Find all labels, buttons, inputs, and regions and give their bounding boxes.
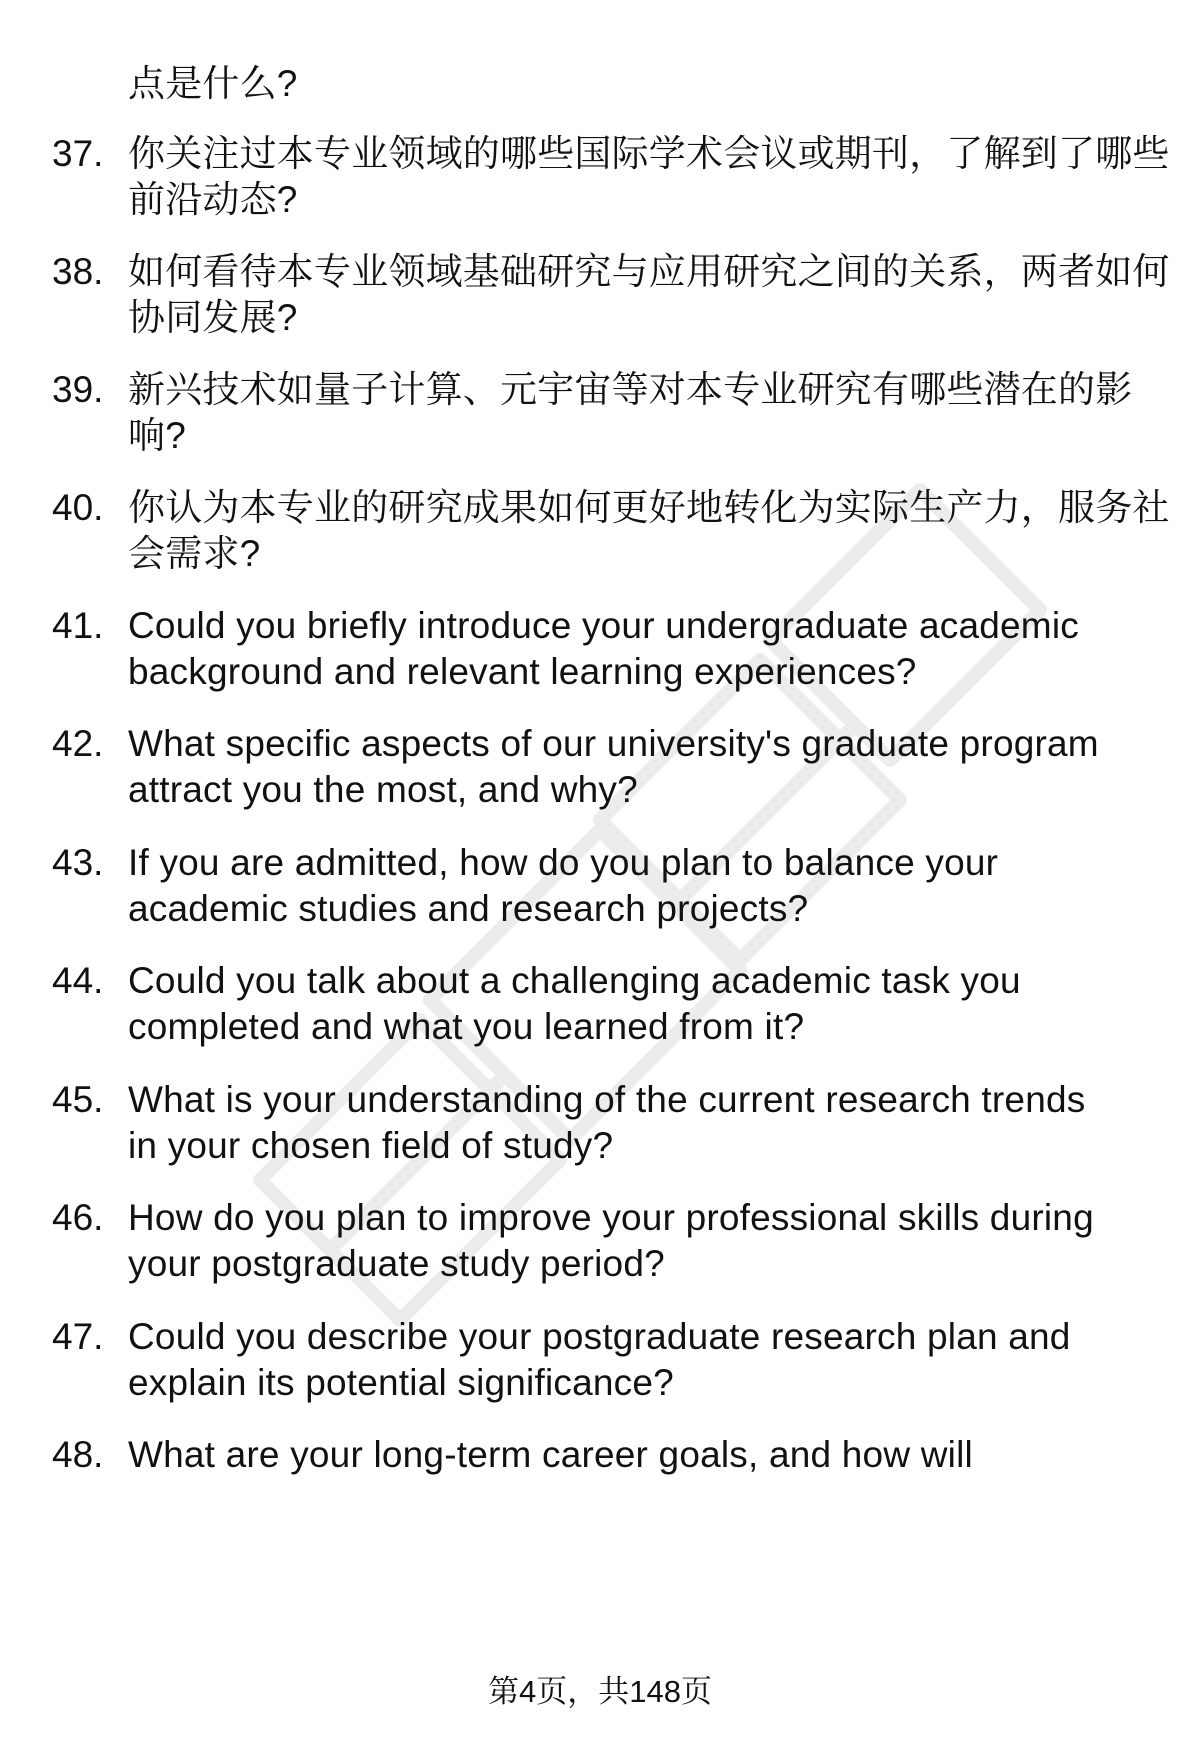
- question-number: 44.: [52, 960, 104, 1001]
- question-text-line: 你认为本专业的研究成果如何更好地转化为实际生产力，服务社: [128, 487, 1170, 528]
- question-text-line: background and relevant learning experiences?: [128, 651, 917, 692]
- question-number: 43.: [52, 842, 104, 883]
- question-text-line: 如何看待本专业领域基础研究与应用研究之间的关系，两者如何: [128, 251, 1170, 292]
- question-number: 46.: [52, 1197, 104, 1238]
- question-number: 38.: [52, 251, 104, 292]
- question-number: 48.: [52, 1434, 104, 1475]
- question-text-line: What is your understanding of the current research trends: [128, 1079, 1086, 1120]
- question-text-line: academic studies and research projects?: [128, 888, 809, 929]
- question-text-line: What specific aspects of our university's graduate program: [128, 723, 1099, 764]
- question-text-line: Could you describe your postgraduate research plan and: [128, 1316, 1071, 1357]
- question-text-line: If you are admitted, how do you plan to balance your: [128, 842, 999, 883]
- continuation-text: 点是什么?: [128, 63, 298, 104]
- question-text-line: attract you the most, and why?: [128, 769, 638, 810]
- question-number: 42.: [52, 723, 104, 764]
- question-number: 41.: [52, 605, 104, 646]
- question-text-line: 会需求?: [128, 533, 261, 574]
- question-text-line: 前沿动态?: [128, 179, 298, 220]
- question-text-line: How do you plan to improve your professional skills during: [128, 1197, 1094, 1238]
- question-text-line: 新兴技术如量子计算、元宇宙等对本专业研究有哪些潜在的影: [128, 369, 1133, 410]
- question-text-line: your postgraduate study period?: [128, 1243, 665, 1284]
- question-number: 40.: [52, 487, 104, 528]
- question-text-line: What are your long-term career goals, and how will: [128, 1434, 973, 1475]
- question-number: 45.: [52, 1079, 104, 1120]
- question-text-line: 你关注过本专业领域的哪些国际学术会议或期刊，了解到了哪些: [128, 133, 1170, 174]
- question-number: 47.: [52, 1316, 104, 1357]
- question-number: 37.: [52, 133, 104, 174]
- question-text-line: 协同发展?: [128, 297, 298, 338]
- question-text-line: Could you talk about a challenging academic task you: [128, 960, 1021, 1001]
- question-text-line: in your chosen field of study?: [128, 1125, 614, 1166]
- page-indicator: 第4页，共148页: [488, 1674, 712, 1709]
- question-text-line: Could you briefly introduce your undergraduate academic: [128, 605, 1079, 646]
- question-text-line: explain its potential significance?: [128, 1362, 674, 1403]
- question-number: 39.: [52, 369, 104, 410]
- question-text-line: 响?: [128, 415, 186, 456]
- question-text-line: completed and what you learned from it?: [128, 1006, 805, 1047]
